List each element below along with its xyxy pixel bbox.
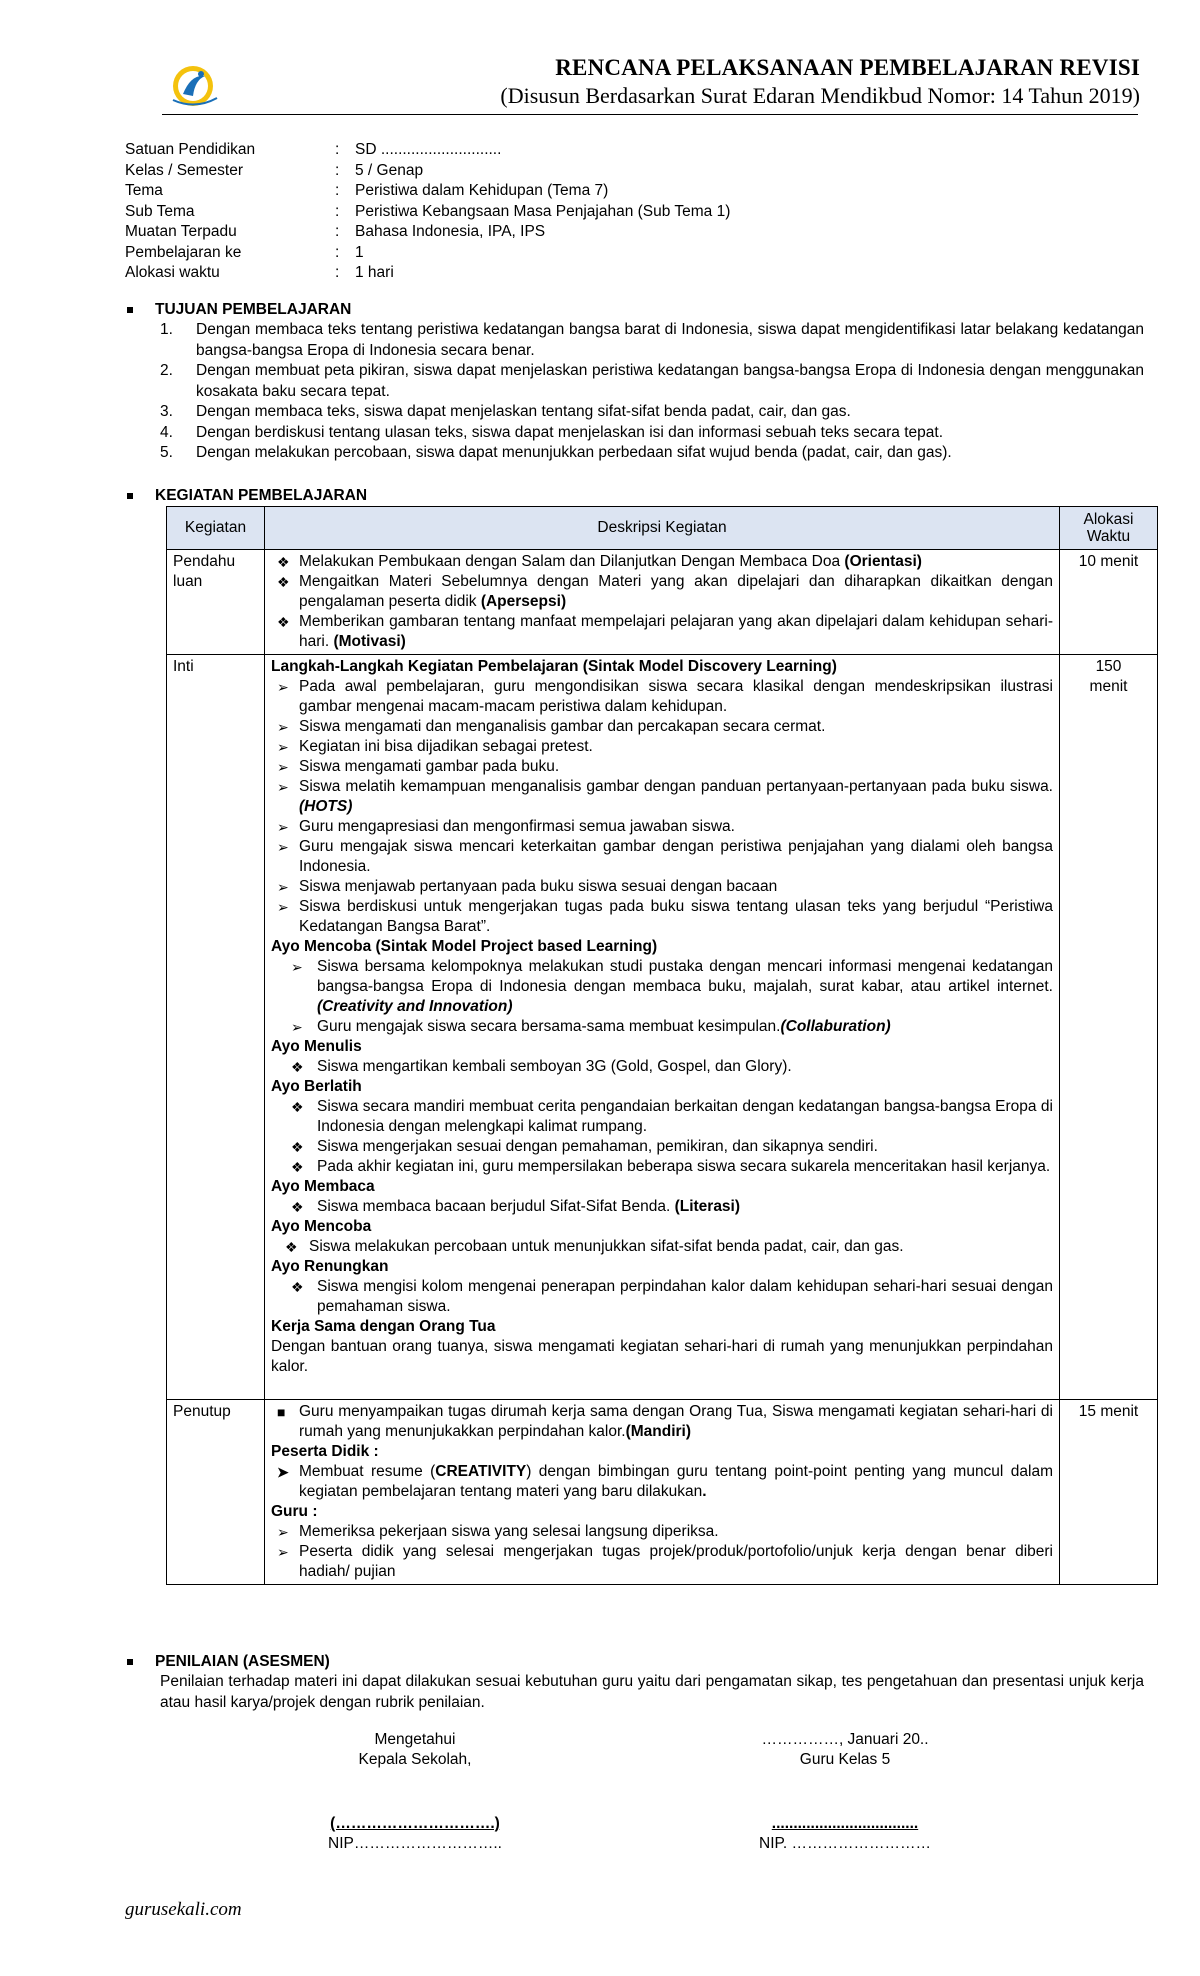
list-item [271,1277,1053,1317]
diamond-bullet-icon: ❖ [291,1099,304,1115]
identity-value: Peristiwa Kebangsaan Masa Penjajahan (Sub Tema 1) [355,202,731,220]
identity-block [125,140,730,284]
signature-nip: NIP……………………….. [328,1835,502,1852]
activity-name: Inti [167,655,265,1400]
identity-row [125,263,730,284]
list-item [160,361,1144,402]
subsection-title: Ayo Renungkan [271,1258,389,1275]
diamond-bullet-icon: ❖ [291,1279,304,1295]
list-item [271,817,1053,837]
identity-sep: : [335,182,340,199]
identity-sep: : [335,264,340,281]
signature-right [725,1730,965,1854]
penilaian-text: Penilaian terhadap materi ini dapat dilakukan sesuai kebutuhan guru yaitu dari pengamatan sikap, tes pengetahuan dan presentasi unjuk kerja atau hasil karya/projek dengan rubrik penilaian. [160,1673,1144,1711]
signature-line: Mengetahui [374,1731,456,1748]
identity-label: Sub Tema [125,202,195,220]
list-item [160,443,1144,464]
activity-time: 10 menit [1060,550,1158,655]
activity-description [265,1400,1060,1585]
list-item [271,572,1053,612]
identity-sep: : [335,223,340,240]
tujuan-list [160,320,1144,464]
activity-time: 150 menit [1060,655,1158,1400]
list-item [271,777,1053,817]
list-item [271,1097,1053,1137]
arrow-bullet-icon: ➢ [277,879,289,895]
item-number: 3. [160,403,173,420]
signature-nip: NIP. ……………………… [759,1835,931,1852]
item-text: Siswa secara mandiri membuat cerita pengandaian berkaitan dengan kedatangan bangsa-bangsa Eropa di Indonesia dengan melengkapi kalimat rumpang. [317,1098,1053,1135]
item-bold: (Motivasi) [333,633,406,650]
identity-label: Satuan Pendidikan [125,141,256,158]
identity-row [125,181,730,202]
square-bullet-icon: ■ [277,1404,286,1420]
item-end: . [702,1483,707,1500]
arrow-bullet-icon: ➤ [277,1464,289,1480]
identity-row [125,140,730,161]
item-text: Siswa melatih kemampuan menganalisis gambar dengan panduan pertanyaan-pertanyaan pada buku siswa. [299,778,1053,795]
arrow-bullet-icon: ➢ [291,959,303,975]
item-text: Dengan melakukan percobaan, siswa dapat menunjukkan perbedaan sifat wujud benda (padat, cair, dan gas). [196,444,952,461]
identity-label: Alokasi waktu [125,264,220,281]
item-text: Guru menyampaikan tugas dirumah kerja sama dengan Orang Tua, Siswa mengamati kegiatan sehari-hari di rumah yang menunjukakkan perpindahan kalor. [299,1403,1053,1440]
table-row [167,655,1158,1400]
list-item [271,837,1053,877]
column-header: Alokasi Waktu [1060,507,1158,550]
square-bullet-icon [127,493,133,499]
table-row [167,550,1158,655]
item-text: Pada akhir kegiatan ini, guru mempersilakan beberapa siswa secara sukarela menceritakan hasil kerjanya. [317,1158,1051,1175]
list-item [271,1462,1053,1502]
signature-name: (………………………….) [330,1815,500,1832]
identity-label: Tema [125,182,163,199]
item-text: Membuat resume ( [299,1463,436,1480]
subsection-title-rest: (Sintak Model Project based Learning) [371,938,658,955]
list-item [271,552,1053,572]
item-text: Siswa mengamati gambar pada buku. [299,758,560,775]
identity-sep: : [335,243,340,261]
item-number: 2. [160,362,173,379]
item-number: 1. [160,321,173,338]
hots-tag: (HOTS) [299,798,353,815]
item-text: Memberikan gambaran tentang manfaat mempelajari pelajaran yang akan dipelajari dalam kehidupan sehari-hari. [299,613,1053,650]
list-item [271,897,1053,937]
item-text: Dengan membaca teks, siswa dapat menjelaskan tentang sifat-sifat benda padat, cair, dan gas. [196,403,851,420]
activity-table [166,506,1158,1585]
tujuan-heading-text: TUJUAN PEMBELAJARAN [155,301,352,318]
kegiatan-heading-text: KEGIATAN PEMBELAJARAN [155,487,368,504]
list-item [271,717,1053,737]
signature-left [300,1730,530,1854]
header-rule [162,114,1138,115]
kerjasama-text: Dengan bantuan orang tuanya, siswa mengamati kegiatan sehari-hari di rumah yang menunjukkan perpindahan kalor. [271,1338,1053,1375]
identity-value: SD ............................ [355,141,502,158]
identity-value: 1 hari [355,264,394,281]
list-item [160,402,1144,423]
item-text: Siswa mengisi kolom mengenai penerapan perpindahan kalor dalam kehidupan sehari-hari sesuai dengan pemahaman siswa. [317,1278,1053,1315]
arrow-bullet-icon: ➢ [277,719,289,735]
list-item [271,877,1053,897]
subsection-title: Guru : [271,1503,318,1520]
collaboration-tag: (Collaburation) [780,1018,891,1035]
diamond-bullet-icon: ❖ [277,554,290,570]
list-item [271,1057,1053,1077]
item-text: Guru mengajak siswa mencari keterkaitan gambar dengan peristiwa penjajahan yang dialami oleh bangsa Indonesia. [299,838,1053,875]
item-number: 4. [160,423,173,441]
item-text: Dengan membuat peta pikiran, siswa dapat menjelaskan peristiwa kedatangan bangsa-bangsa Eropa di Indonesia dengan menggunakan kosakata baku secara tepat. [196,362,1144,400]
subsection-title: Ayo Menulis [271,1038,362,1055]
item-text: ) dengan bimbingan guru tentang point-point penting yang muncul dalam kegiatan pembelajaran tentang materi yang baru dilakukan [299,1463,1053,1500]
subsection-title [271,937,1053,957]
activity-description [265,550,1060,655]
identity-sep: : [335,141,340,158]
list-item [271,1017,1053,1037]
diamond-bullet-icon: ❖ [291,1199,304,1215]
item-text: Memeriksa pekerjaan siswa yang selesai langsung diperiksa. [299,1523,719,1540]
diamond-bullet-icon: ❖ [291,1139,304,1155]
mandiri-tag: (Mandiri) [625,1423,692,1440]
diamond-bullet-icon: ❖ [285,1239,298,1255]
identity-row [125,243,730,264]
list-item [271,1542,1053,1582]
table-header-row [167,507,1158,550]
identity-label: Pembelajaran ke [125,243,242,261]
list-item [271,1522,1053,1542]
list-item [271,1197,1053,1217]
item-text: Pada awal pembelajaran, guru mengondisikan siswa secara klasikal dengan mendeskripsikan ilustrasi gambar mengenai macam-macam peristiwa dalam kehidupan. [299,678,1053,715]
identity-row [125,161,730,182]
item-text: Siswa berdiskusi untuk mengerjakan tugas pada buku siswa tentang ulasan teks yang berjudul “Peristiwa Kedatangan Bangsa Barat”. [299,898,1053,935]
square-bullet-icon [127,307,133,313]
item-text: Guru mengapresiasi dan mengonfirmasi semua jawaban siswa. [299,818,735,835]
arrow-bullet-icon: ➢ [277,1544,289,1560]
document-title: RENCANA PELAKSANAAN PEMBELAJARAN REVISI [555,55,1140,80]
column-header: Kegiatan [167,507,265,550]
list-item [271,1137,1053,1157]
arrow-bullet-icon: ➢ [277,839,289,855]
diamond-bullet-icon: ❖ [277,574,290,590]
list-item [271,1237,1053,1257]
list-item [271,757,1053,777]
arrow-bullet-icon: ➢ [277,759,289,775]
activity-name: Pendahu luan [167,550,265,655]
arrow-bullet-icon: ➢ [277,679,289,695]
activity-description [265,655,1060,1400]
subsection-title-text: Ayo Mencoba [271,938,372,955]
arrow-bullet-icon: ➢ [277,779,289,795]
signature-line: Kepala Sekolah, [358,1751,472,1768]
penilaian-heading [125,1652,330,1672]
signature-line: ……………, Januari 20.. [761,1731,929,1748]
item-text: Siswa melakukan percobaan untuk menunjukkan sifat-sifat benda padat, cair, dan gas. [309,1238,904,1255]
list-item [160,423,1144,444]
list-item [271,677,1053,717]
arrow-bullet-icon: ➢ [277,1524,289,1540]
identity-value: Bahasa Indonesia, IPA, IPS [355,223,546,240]
identity-value: 5 / Genap [355,161,424,179]
column-header: Deskripsi Kegiatan [265,507,1060,550]
creativity-tag: (Creativity and Innovation) [317,998,513,1015]
kegiatan-heading [125,486,367,506]
diamond-bullet-icon: ❖ [291,1059,304,1075]
list-item [271,612,1053,652]
item-text: Dengan berdiskusi tentang ulasan teks, siswa dapat menjelaskan isi dan informasi sebuah teks secara tepat. [196,423,944,441]
item-text: Siswa menjawab pertanyaan pada buku siswa sesuai dengan bacaan [299,878,778,895]
table-row [167,1400,1158,1585]
item-text: Peserta didik yang selesai mengerjakan tugas projek/produk/portofolio/unjuk kerja dengan benar diberi hadiah/ pujian [299,1543,1053,1580]
list-item [271,957,1053,1017]
creativity-tag: CREATIVITY [435,1463,527,1480]
inti-heading: Langkah-Langkah Kegiatan Pembelajaran (Sintak Model Discovery Learning) [271,658,837,675]
item-text: Kegiatan ini bisa dijadikan sebagai pretest. [299,738,593,755]
identity-value: Peristiwa dalam Kehidupan (Tema 7) [355,182,609,199]
document-subtitle: (Disusun Berdasarkan Surat Edaran Mendikbud Nomor: 14 Tahun 2019) [500,83,1140,108]
arrow-bullet-icon: ➢ [277,899,289,915]
subsection-title: Kerja Sama dengan Orang Tua [271,1318,496,1335]
identity-value: 1 [355,243,364,261]
literasi-tag: (Literasi) [674,1198,741,1215]
subsection-title: Peserta Didik : [271,1443,379,1460]
signature-line: Guru Kelas 5 [799,1751,891,1768]
item-bold: (Orientasi) [844,553,922,570]
item-text: Dengan membaca teks tentang peristiwa kedatangan bangsa barat di Indonesia, siswa dapat mengidentifikasi latar belakang kedatangan bangsa-bangsa Eropa di Indonesia secara benar. [196,321,1144,359]
tujuan-heading [125,300,351,320]
item-text: Siswa membaca bacaan berjudul Sifat-Sifat Benda. [317,1198,675,1215]
item-text: Melakukan Pembukaan dengan Salam dan Dilanjutkan Dengan Membaca Doa [299,553,845,570]
arrow-bullet-icon: ➢ [291,1019,303,1035]
subsection-title: Ayo Membaca [271,1178,375,1195]
identity-label: Kelas / Semester [125,161,244,179]
arrow-bullet-icon: ➢ [277,739,289,755]
subsection-title: Ayo Berlatih [271,1078,362,1095]
arrow-bullet-icon: ➢ [277,819,289,835]
diamond-bullet-icon: ❖ [291,1159,304,1175]
diamond-bullet-icon: ❖ [277,614,290,630]
square-bullet-icon [127,1659,133,1665]
identity-row [125,222,730,243]
list-item [271,1402,1053,1442]
item-text: Siswa mengartikan kembali semboyan 3G (Gold, Gospel, dan Glory). [317,1058,792,1075]
list-item [271,737,1053,757]
list-item [160,320,1144,361]
activity-name: Penutup [167,1400,265,1585]
signature-name: .................................. [771,1815,919,1832]
item-number: 5. [160,444,173,461]
identity-sep: : [335,202,340,220]
item-text: Siswa bersama kelompoknya melakukan studi pustaka dengan mencari informasi mengenai kedatangan bangsa-bangsa Eropa di Indonesia dengan membaca buku, majalah, surat kabar, atau artikel internet. [317,958,1053,995]
penilaian-heading-text: PENILAIAN (ASESMEN) [155,1653,330,1670]
activity-time: 15 menit [1060,1400,1158,1585]
item-text: Guru mengajak siswa secara bersama-sama membuat kesimpulan. [317,1018,781,1035]
footer-watermark: gurusekali.com [125,1899,242,1920]
item-text: Siswa mengamati dan menganalisis gambar dan percakapan secara cermat. [299,718,826,735]
list-item [271,1157,1053,1177]
identity-row [125,202,730,223]
item-text: Siswa mengerjakan sesuai dengan pemahaman, pemikiran, dan sikapnya sendiri. [317,1138,878,1155]
item-bold: (Apersepsi) [480,593,567,610]
item-text: Mengaitkan Materi Sebelumnya dengan Materi yang akan dipelajari dan diharapkan dikaitkan dengan pengalaman peserta didik [299,573,1053,610]
identity-sep: : [335,161,340,179]
subsection-title: Ayo Mencoba [271,1218,372,1235]
identity-label: Muatan Terpadu [125,223,237,240]
